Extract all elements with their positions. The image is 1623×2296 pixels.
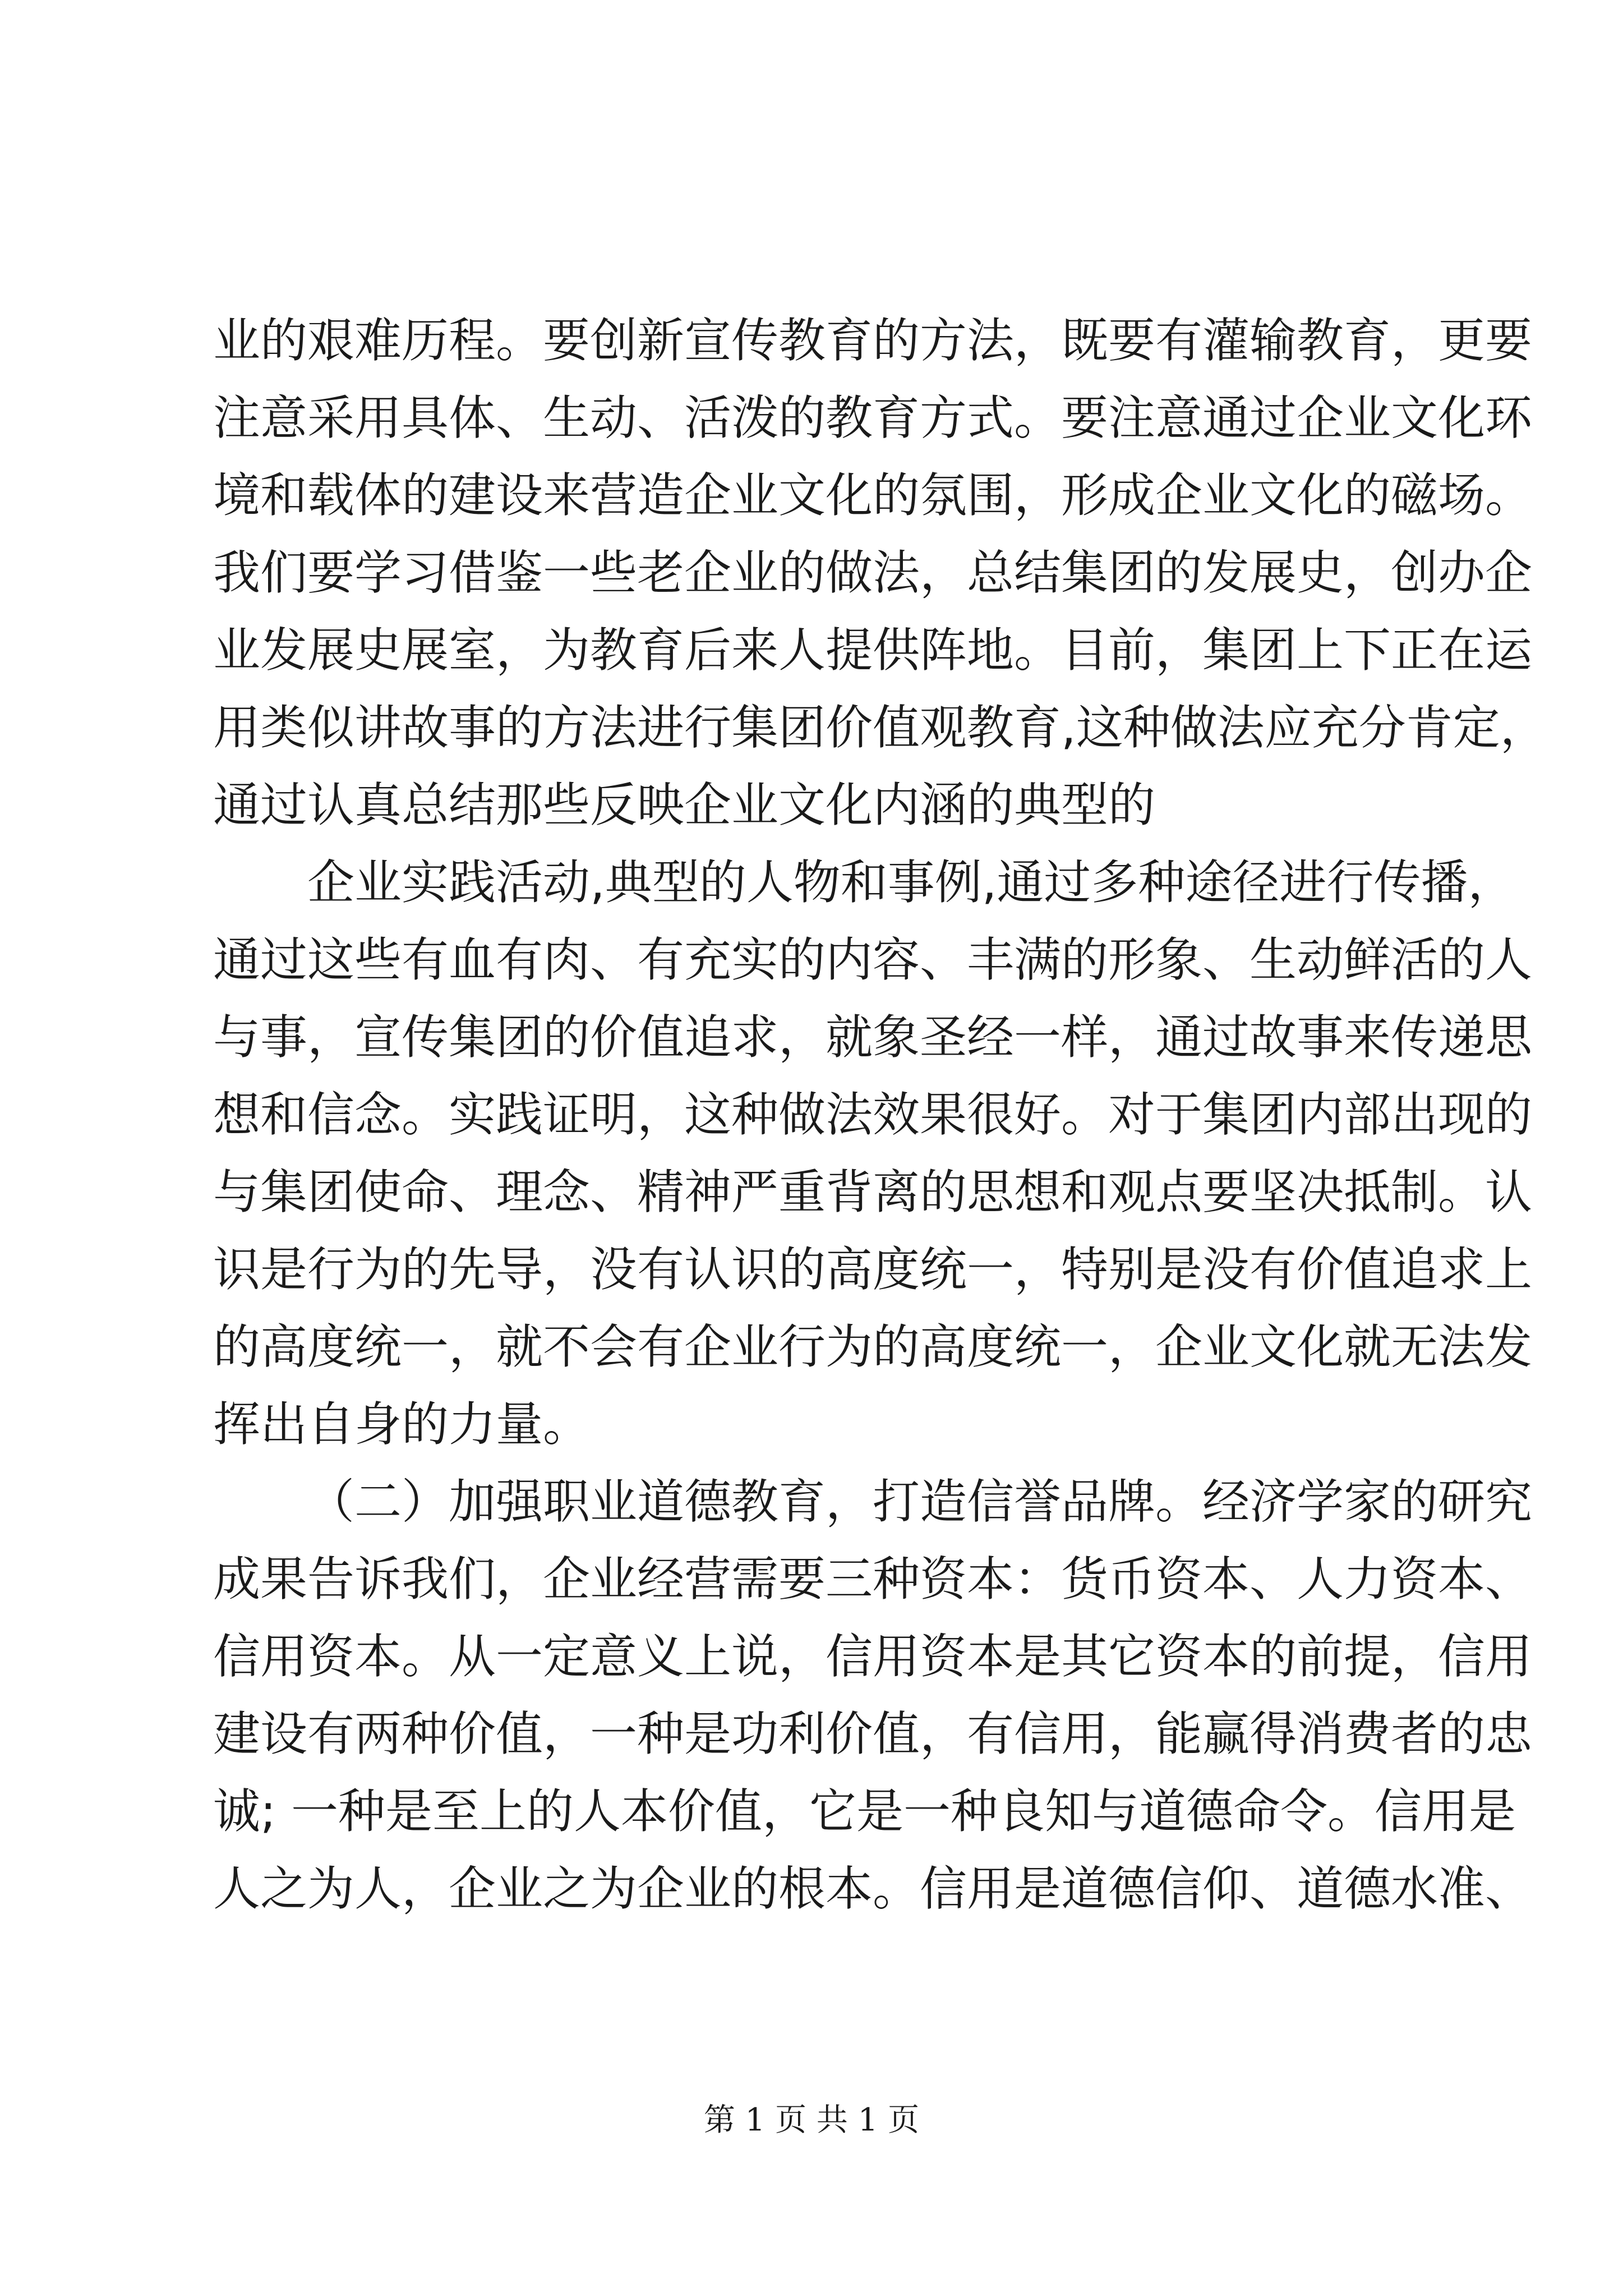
text-line: 的高度统一，就不会有企业行为的高度统一，企业文化就无法发 xyxy=(213,1319,1533,1374)
text-line: 我们要学习借鉴一些老企业的做法，总结集团的发展史，创办企 xyxy=(213,545,1533,600)
text-line: 业的艰难历程。要创新宣传教育的方法，既要有灌输教育，更要 xyxy=(213,313,1533,368)
text-line: 人之为人，企业之为企业的根本。信用是道德信仰、道德水准、 xyxy=(213,1861,1533,1916)
text-line: 诚; 一种是至上的人本价值，它是一种良知与道德命令。信用是 xyxy=(213,1784,1516,1839)
text-line: 通过认真总结那些反映企业文化内涵的典型的 xyxy=(213,777,1156,832)
text-line: 用类似讲故事的方法进行集团价值观教育,这种做法应充分肯定， xyxy=(213,700,1547,755)
paragraph-start-line: 企业实践活动,典型的人物和事例,通过多种途径进行传播， xyxy=(307,855,1515,910)
text-line: 识是行为的先导，没有认识的高度统一，特别是没有价值追求上 xyxy=(213,1242,1533,1297)
text-line: 挥出自身的力量。 xyxy=(213,1397,591,1452)
text-line: 与事，宣传集团的价值追求，就象圣经一样，通过故事来传递思 xyxy=(213,1010,1533,1065)
page-footer xyxy=(0,2098,1623,2143)
text-line: 想和信念。实践证明，这种做法效果很好。对于集团内部出现的 xyxy=(213,1087,1533,1142)
text-line: 信用资本。从一定意义上说，信用资本是其它资本的前提，信用 xyxy=(213,1629,1533,1684)
text-line: 境和载体的建设来营造企业文化的氛围，形成企业文化的磁场。 xyxy=(213,468,1533,523)
page-number-label: 第 1 页 共 1 页 xyxy=(703,2102,920,2138)
body-text xyxy=(213,302,1547,1927)
text-line: 业发展史展室，为教育后来人提供阵地。目前，集团上下正在运 xyxy=(213,623,1533,678)
section-heading-line: （二）加强职业道德教育，打造信誉品牌。经济学家的研究 xyxy=(307,1474,1533,1529)
text-line: 注意采用具体、生动、活泼的教育方式。要注意通过企业文化环 xyxy=(213,390,1533,445)
text-line: 成果告诉我们，企业经营需要三种资本：货币资本、人力资本、 xyxy=(213,1552,1533,1607)
text-line: 通过这些有血有肉、有充实的内容、丰满的形象、生动鲜活的人 xyxy=(213,932,1533,987)
text-line: 与集团使命、理念、精神严重背离的思想和观点要坚决抵制。认 xyxy=(213,1165,1533,1220)
text-line: 建设有两种价值，一种是功利价值，有信用，能赢得消费者的忠 xyxy=(213,1706,1533,1761)
